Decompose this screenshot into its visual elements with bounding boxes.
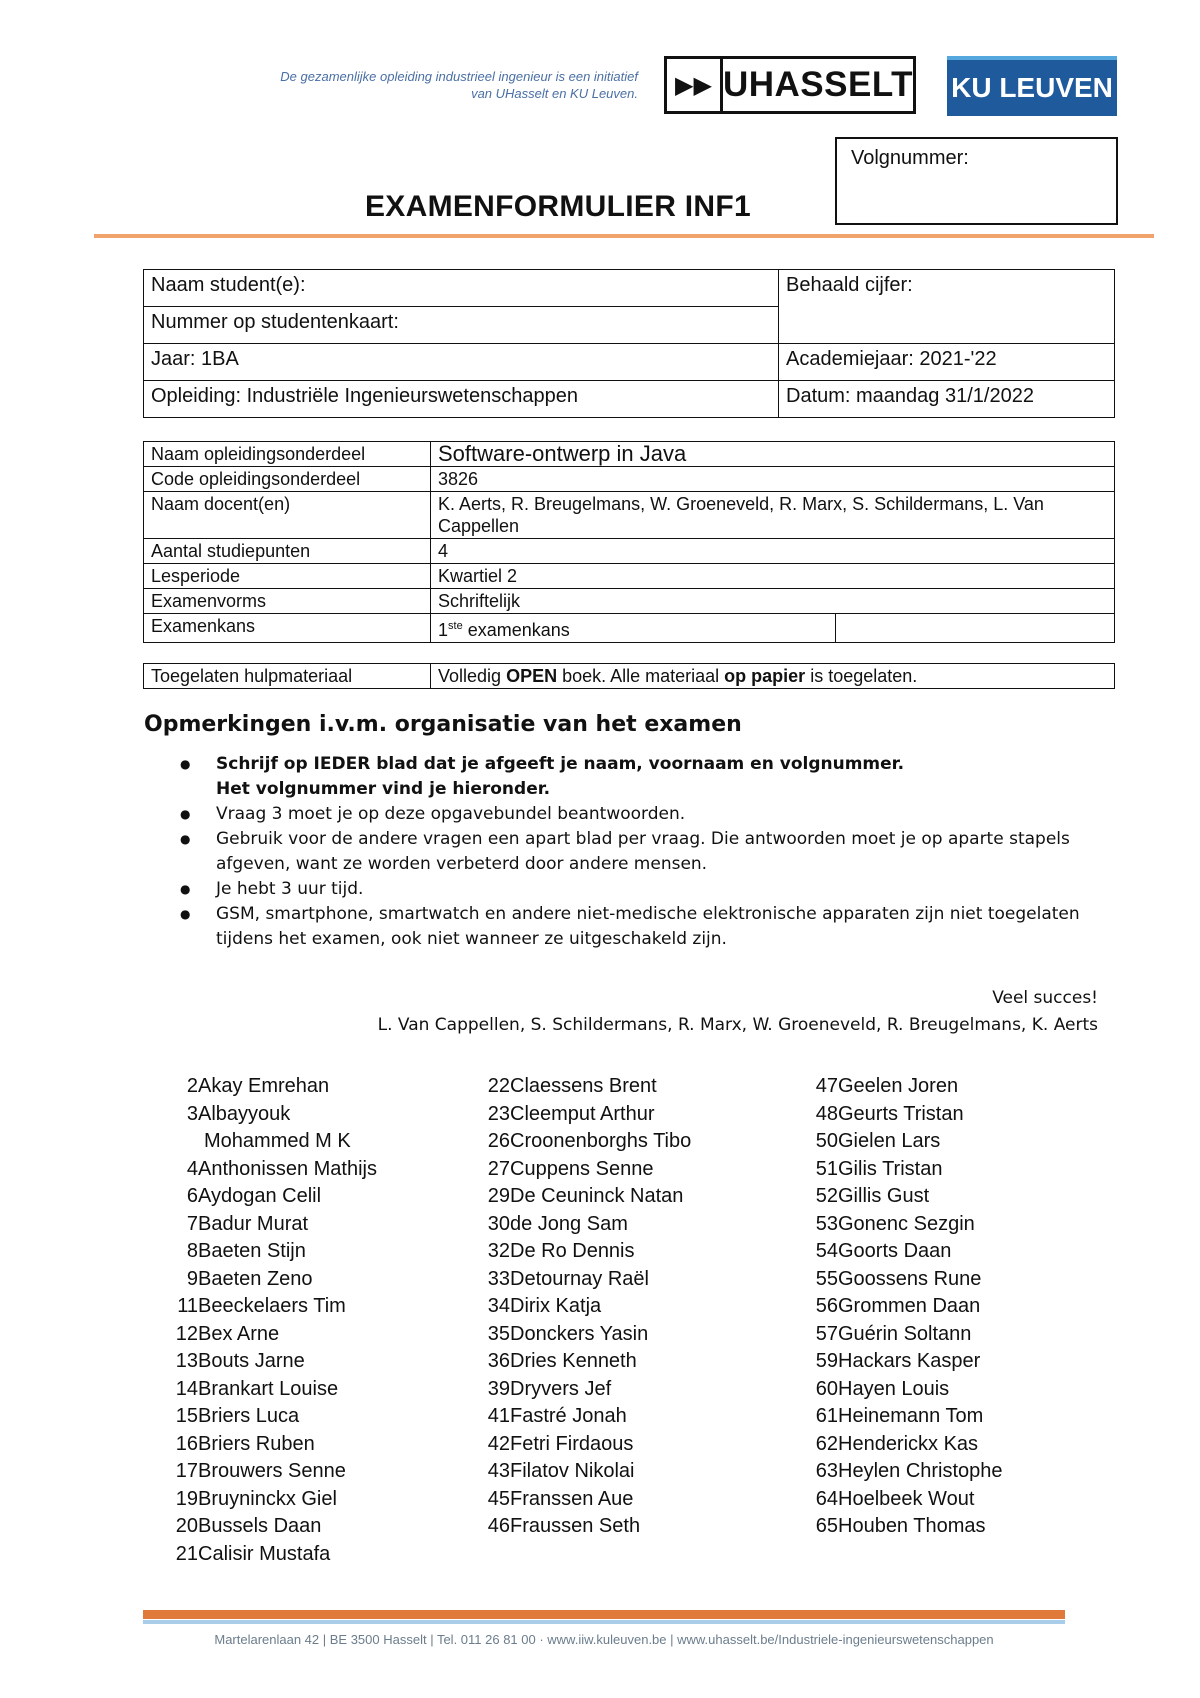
- list-item: [478, 1403, 778, 1431]
- exam-chance-extra: [836, 614, 1115, 643]
- list-item: [478, 1211, 778, 1239]
- list-item: [478, 1293, 778, 1321]
- student-number: 45: [487, 1487, 510, 1510]
- list-item: [166, 1403, 436, 1431]
- student-number: 50: [815, 1130, 838, 1152]
- list-item: [166, 1376, 436, 1404]
- student-name: Baeten Zeno: [198, 1267, 313, 1290]
- student-name: Anthonissen Mathijs: [198, 1157, 377, 1180]
- list-item: [166, 1156, 436, 1184]
- list-item: [806, 1458, 1106, 1486]
- student-name: Bex Arne: [198, 1322, 280, 1345]
- student-number: 53: [815, 1212, 838, 1235]
- student-number: 43: [487, 1460, 510, 1482]
- list-item: [806, 1211, 1106, 1239]
- student-name: Briers Ruben: [198, 1432, 315, 1455]
- student-info-table: [143, 269, 1115, 418]
- good-luck-text: Veel succes!: [992, 988, 1098, 1008]
- student-name: Goossens Rune: [838, 1267, 982, 1290]
- student-name: Beeckelaers Tim: [198, 1295, 346, 1317]
- list-item: ● GSM, smartphone, smartwatch en andere niet-medische elektronische apparaten zijn niet toegelaten tijdens het examen, ook niet wanneer ze uitgeschakeld zijn.: [180, 902, 1100, 952]
- student-number: 65: [815, 1515, 838, 1537]
- list-item: [166, 1321, 436, 1349]
- student-name: Grommen Daan: [838, 1295, 981, 1317]
- course-name-label: Naam opleidingsonderdeel: [144, 442, 431, 467]
- student-name: Gonenc Sezgin: [838, 1212, 975, 1235]
- list-item: [478, 1321, 778, 1349]
- student-name: Bruyninckx Giel: [198, 1487, 337, 1510]
- list-item: [166, 1101, 436, 1129]
- year-cell: Jaar: 1BA: [144, 344, 779, 381]
- teacher-signatures: L. Van Cappellen, S. Schildermans, R. Marx, W. Groeneveld, R. Breugelmans, K. Aerts: [377, 1015, 1098, 1035]
- student-number: 2: [186, 1075, 198, 1097]
- student-number: 19: [175, 1487, 198, 1510]
- student-number: 60: [815, 1377, 838, 1400]
- student-name: Geurts Tristan: [838, 1102, 964, 1125]
- footer-address: Martelarenlaan 42 | BE 3500 Hasselt | Tel. 011 26 81 00 · www.iiw.kuleuven.be | www.uhasselt.be/Industriele-ingenieurswetenschappen: [214, 1632, 994, 1647]
- student-number: 9: [186, 1267, 198, 1290]
- student-number: 36: [487, 1350, 510, 1372]
- student-number: 51: [815, 1157, 838, 1180]
- exam-chance-label: Examenkans: [144, 614, 431, 643]
- list-item: [806, 1073, 1106, 1101]
- list-item: ● Vraag 3 moet je op deze opgavebundel beantwoorden.: [180, 802, 1100, 827]
- student-number: 62: [815, 1432, 838, 1455]
- list-item: [806, 1348, 1106, 1376]
- student-number: 35: [487, 1322, 510, 1345]
- student-name: Albayyouk: [198, 1102, 291, 1125]
- list-item: [166, 1513, 436, 1541]
- student-name: Briers Luca: [198, 1405, 300, 1427]
- period-value: Kwartiel 2: [431, 564, 1115, 589]
- page-title: EXAMENFORMULIER INF1: [365, 190, 752, 223]
- student-list-column-1: [166, 1073, 436, 1568]
- student-number: 20: [175, 1515, 198, 1537]
- fast-forward-icon: ▶▶: [667, 59, 723, 111]
- student-name: De Ceuninck Natan: [510, 1185, 684, 1207]
- student-number: 27: [487, 1157, 510, 1180]
- student-name: Brankart Louise: [198, 1377, 339, 1400]
- date-cell: Datum: maandag 31/1/2022: [779, 381, 1115, 418]
- exam-form-label: Examenvorms: [144, 589, 431, 614]
- student-name: Hayen Louis: [838, 1377, 950, 1400]
- list-item: [478, 1458, 778, 1486]
- student-name-continued: Mohammed M K: [204, 1130, 351, 1152]
- course-name-value: Software-ontwerp in Java: [431, 442, 1115, 467]
- list-item: [478, 1101, 778, 1129]
- student-name: Baeten Stijn: [198, 1240, 306, 1262]
- student-name: Dryvers Jef: [510, 1377, 612, 1400]
- student-number: 6: [186, 1185, 198, 1207]
- student-name: Gielen Lars: [838, 1130, 941, 1152]
- student-number: 7: [186, 1212, 198, 1235]
- list-item: [806, 1376, 1106, 1404]
- list-item: [166, 1073, 436, 1101]
- exam-chance-value: 1ste examenkans: [431, 614, 836, 643]
- student-number: 42: [487, 1432, 510, 1455]
- student-number: 46: [487, 1515, 510, 1537]
- student-number: 8: [186, 1240, 198, 1262]
- course-info-table: [143, 441, 1115, 643]
- list-item: [806, 1486, 1106, 1514]
- student-number: 29: [487, 1185, 510, 1207]
- list-item: [166, 1431, 436, 1459]
- student-name: Filatov Nikolai: [510, 1460, 635, 1482]
- list-item: ● Schrijf op IEDER blad dat je afgeeft je naam, voornaam en volgnummer. Het volgnummer vind je hieronder.: [180, 752, 1100, 802]
- student-name: Franssen Aue: [510, 1487, 634, 1510]
- list-item: [806, 1156, 1106, 1184]
- list-item: [806, 1101, 1106, 1129]
- remarks-heading: Opmerkingen i.v.m. organisatie van het examen: [144, 712, 742, 737]
- student-name: Brouwers Senne: [198, 1460, 346, 1482]
- student-name: Cleemput Arthur: [510, 1102, 655, 1125]
- student-name: Heinemann Tom: [838, 1405, 984, 1427]
- footer-orange-bar: [143, 1610, 1065, 1619]
- student-name: Cuppens Senne: [510, 1157, 654, 1180]
- student-name: Fetri Firdaous: [510, 1432, 634, 1455]
- student-name: Heylen Christophe: [838, 1460, 1003, 1482]
- student-number: 34: [487, 1295, 510, 1317]
- list-item: [806, 1128, 1106, 1156]
- uhasselt-logo-text: UHASSELT: [722, 65, 913, 104]
- list-item: [166, 1293, 436, 1321]
- student-number: 41: [487, 1405, 510, 1427]
- student-number: 48: [815, 1102, 838, 1125]
- student-name: Henderickx Kas: [838, 1432, 979, 1455]
- student-number-field[interactable]: Nummer op studentenkaart:: [144, 307, 779, 344]
- student-number: 47: [815, 1075, 838, 1097]
- student-number: 63: [815, 1460, 838, 1482]
- kuleuven-logo: KU LEUVEN: [947, 56, 1117, 116]
- student-name: Guérin Soltann: [838, 1322, 972, 1345]
- student-number: 15: [175, 1405, 198, 1427]
- student-name: Detournay Raël: [510, 1267, 649, 1290]
- teachers-label: Naam docent(en): [144, 492, 431, 539]
- student-name: Claessens Brent: [510, 1075, 657, 1097]
- student-number: 3: [186, 1102, 198, 1125]
- academic-year-cell: Academiejaar: 2021-'22: [779, 344, 1115, 381]
- remarks-list: [180, 752, 1100, 952]
- footer-blue-bar: [143, 1620, 1065, 1624]
- list-item: [478, 1238, 778, 1266]
- student-name: Gillis Gust: [838, 1185, 930, 1207]
- student-name: Hoelbeek Wout: [838, 1487, 975, 1510]
- list-item: [166, 1458, 436, 1486]
- list-item: [478, 1376, 778, 1404]
- period-label: Lesperiode: [144, 564, 431, 589]
- student-list-column-2: [478, 1073, 778, 1541]
- student-number: 57: [815, 1322, 838, 1345]
- partnership-tagline: De gezamenlijke opleiding industrieel ingenieur is een initiatief van UHasselt en KU Leuven.: [280, 69, 638, 101]
- credits-value: 4: [431, 539, 1115, 564]
- list-item: ● Gebruik voor de andere vragen een apart blad per vraag. Die antwoorden moet je op aparte stapels afgeven, want ze worden verbeterd door andere mensen.: [180, 827, 1100, 877]
- list-item: [166, 1486, 436, 1514]
- student-number: 17: [175, 1460, 198, 1482]
- student-number: 4: [186, 1157, 198, 1180]
- program-cell: Opleiding: Industriële Ingenieurswetenschappen: [144, 381, 779, 418]
- student-number: 21: [175, 1542, 198, 1565]
- student-name: Bussels Daan: [198, 1515, 322, 1537]
- student-name: de Jong Sam: [510, 1212, 628, 1235]
- closing-block: [300, 985, 1098, 1039]
- course-code-label: Code opleidingsonderdeel: [144, 467, 431, 492]
- student-name: Aydogan Celil: [198, 1185, 322, 1207]
- list-item: [478, 1073, 778, 1101]
- list-item: [478, 1348, 778, 1376]
- list-item: ● Je hebt 3 uur tijd.: [180, 877, 1100, 902]
- allowed-material-label: Toegelaten hulpmateriaal: [144, 664, 431, 689]
- student-name: Croonenborghs Tibo: [510, 1130, 692, 1152]
- student-name: Donckers Yasin: [510, 1322, 649, 1345]
- list-item: [478, 1513, 778, 1541]
- volgnummer-label: Volgnummer:: [851, 147, 969, 169]
- list-item: [806, 1238, 1106, 1266]
- student-name: Houben Thomas: [838, 1515, 986, 1537]
- credits-label: Aantal studiepunten: [144, 539, 431, 564]
- course-code-value: 3826: [431, 467, 1115, 492]
- list-item: [478, 1266, 778, 1294]
- list-item: [806, 1431, 1106, 1459]
- list-item: [478, 1486, 778, 1514]
- list-item: [166, 1348, 436, 1376]
- student-number: 12: [175, 1322, 198, 1345]
- student-number: 39: [487, 1377, 510, 1400]
- allowed-material-table: [143, 663, 1115, 689]
- teachers-value: K. Aerts, R. Breugelmans, W. Groeneveld, R. Marx, S. Schildermans, L. Van Cappellen: [431, 492, 1115, 539]
- student-number: 54: [815, 1240, 838, 1262]
- student-name: Dries Kenneth: [510, 1350, 637, 1372]
- student-number: 11: [177, 1295, 198, 1317]
- list-item: [806, 1266, 1106, 1294]
- student-number: 26: [487, 1130, 510, 1152]
- student-name: Badur Murat: [198, 1212, 309, 1235]
- list-item: [166, 1211, 436, 1239]
- student-number: 61: [815, 1405, 838, 1427]
- list-item: [166, 1183, 436, 1211]
- student-name: Gilis Tristan: [838, 1157, 943, 1180]
- student-name: Akay Emrehan: [198, 1075, 330, 1097]
- list-item: [478, 1128, 778, 1156]
- list-item: [478, 1156, 778, 1184]
- student-number: 23: [487, 1102, 510, 1125]
- list-item: [806, 1403, 1106, 1431]
- student-name: Fraussen Seth: [510, 1515, 641, 1537]
- student-number: 55: [815, 1267, 838, 1290]
- student-number: 13: [175, 1350, 198, 1372]
- student-name-field[interactable]: Naam student(e):: [144, 270, 779, 307]
- student-name: Bouts Jarne: [198, 1350, 305, 1372]
- student-name: Calisir Mustafa: [198, 1542, 331, 1565]
- student-name: Dirix Katja: [510, 1295, 602, 1317]
- student-number: 33: [487, 1267, 510, 1290]
- student-number: 14: [175, 1377, 198, 1400]
- student-name: Fastré Jonah: [510, 1405, 627, 1427]
- student-name: Hackars Kasper: [838, 1350, 981, 1372]
- exam-form-value: Schriftelijk: [431, 589, 1115, 614]
- student-name: De Ro Dennis: [510, 1240, 635, 1262]
- list-item: [166, 1238, 436, 1266]
- student-list-column-3: [806, 1073, 1106, 1541]
- student-name: Goorts Daan: [838, 1240, 952, 1262]
- list-item: [806, 1513, 1106, 1541]
- list-item: [806, 1293, 1106, 1321]
- student-number: 22: [487, 1075, 510, 1097]
- list-item: [806, 1321, 1106, 1349]
- list-item: [806, 1183, 1106, 1211]
- grade-field[interactable]: Behaald cijfer:: [779, 270, 1115, 344]
- student-number: 30: [487, 1212, 510, 1235]
- student-number: 16: [175, 1432, 198, 1455]
- uhasselt-logo: [664, 56, 916, 114]
- student-number: 64: [815, 1487, 838, 1510]
- list-item: [166, 1541, 436, 1569]
- list-item: [478, 1183, 778, 1211]
- list-item: [478, 1431, 778, 1459]
- header-divider: [94, 234, 1154, 238]
- student-name: Geelen Joren: [838, 1075, 959, 1097]
- student-number: 56: [815, 1295, 838, 1317]
- volgnummer-box[interactable]: [835, 137, 1118, 225]
- list-item: [166, 1266, 436, 1294]
- student-number: 52: [815, 1185, 838, 1207]
- list-item: [166, 1128, 436, 1156]
- student-number: 59: [815, 1350, 838, 1372]
- allowed-material-value: Volledig OPEN boek. Alle materiaal op papier is toegelaten.: [431, 664, 1115, 689]
- student-number: 32: [487, 1240, 510, 1262]
